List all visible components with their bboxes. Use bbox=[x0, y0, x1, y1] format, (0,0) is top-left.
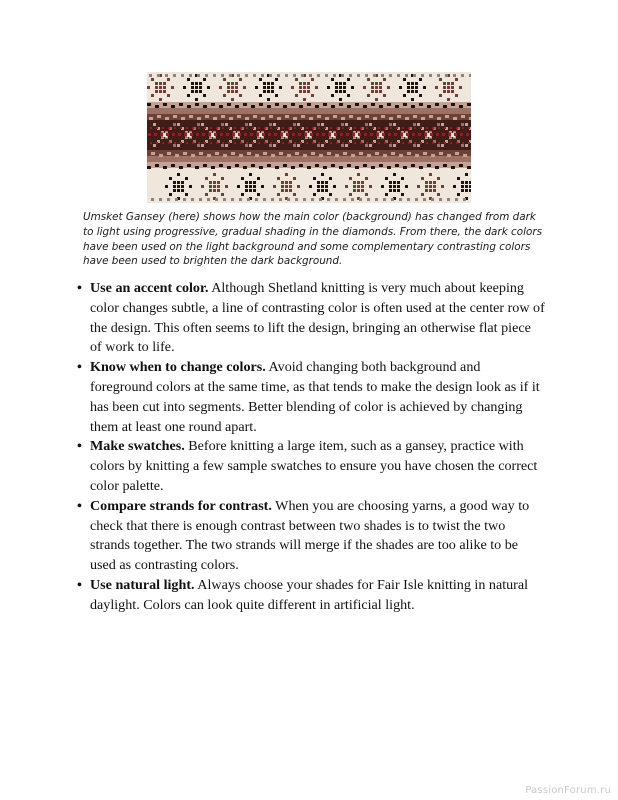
bullet-icon: • bbox=[77, 497, 82, 514]
bullet-icon: • bbox=[77, 438, 82, 455]
list-item bbox=[76, 279, 546, 358]
bullet-icon: • bbox=[77, 280, 82, 296]
tip-heading: Compare strands for contrast. bbox=[90, 497, 272, 514]
tip-heading: Make swatches. bbox=[90, 438, 185, 455]
tip-text: Although Shetland knitting is very much about keeping color changes subtle, a line of contrasting color is often used at the center row of the design. This often seems to lift the design, bringing an otherwise flat piece of work to life. bbox=[90, 280, 545, 356]
photo-caption: Umsket Gansey (here) shows how the main color (background) has changed from dark to light using progressive, gradual shading in the diamonds. From there, the dark colors have been used on the light background and some complementary contrasting colors have been used to brighten the dark background. bbox=[83, 211, 543, 268]
list-item bbox=[76, 358, 546, 437]
bullet-icon: • bbox=[77, 576, 82, 593]
tip-text: When you are choosing yarns, a good way to check that there is enough contrast between two shades is to twist the two strands together. The two strands will merge if the shades are too alike to be used as contrasting colors. bbox=[90, 497, 530, 574]
fair-isle-pattern-image bbox=[147, 72, 471, 203]
list-item bbox=[76, 437, 546, 496]
tip-text: Before knitting a large item, such as a gansey, practice with colors by knitting a few sample swatches to ensure you have chosen the correct color palette. bbox=[90, 438, 538, 494]
watermark-text: PassionForum.ru bbox=[525, 785, 611, 796]
bullet-icon: • bbox=[77, 359, 82, 376]
tip-text: Avoid changing both background and foreground colors at the same time, as that tends to make the design look as if it has been cut into segments. Better blending of color is achieved by changing them at least one round apart. bbox=[90, 359, 540, 435]
list-item bbox=[76, 497, 546, 576]
tip-heading: Use an accent color. bbox=[90, 280, 209, 296]
tips-list bbox=[76, 279, 546, 616]
tip-heading: Know when to change colors. bbox=[90, 359, 266, 376]
tip-heading: Use natural light. bbox=[90, 576, 195, 593]
tip-text: Always choose your shades for Fair Isle knitting in natural daylight. Colors can look quite different in artificial light. bbox=[90, 576, 529, 613]
list-item bbox=[76, 576, 546, 616]
knitting-photo bbox=[147, 72, 471, 203]
